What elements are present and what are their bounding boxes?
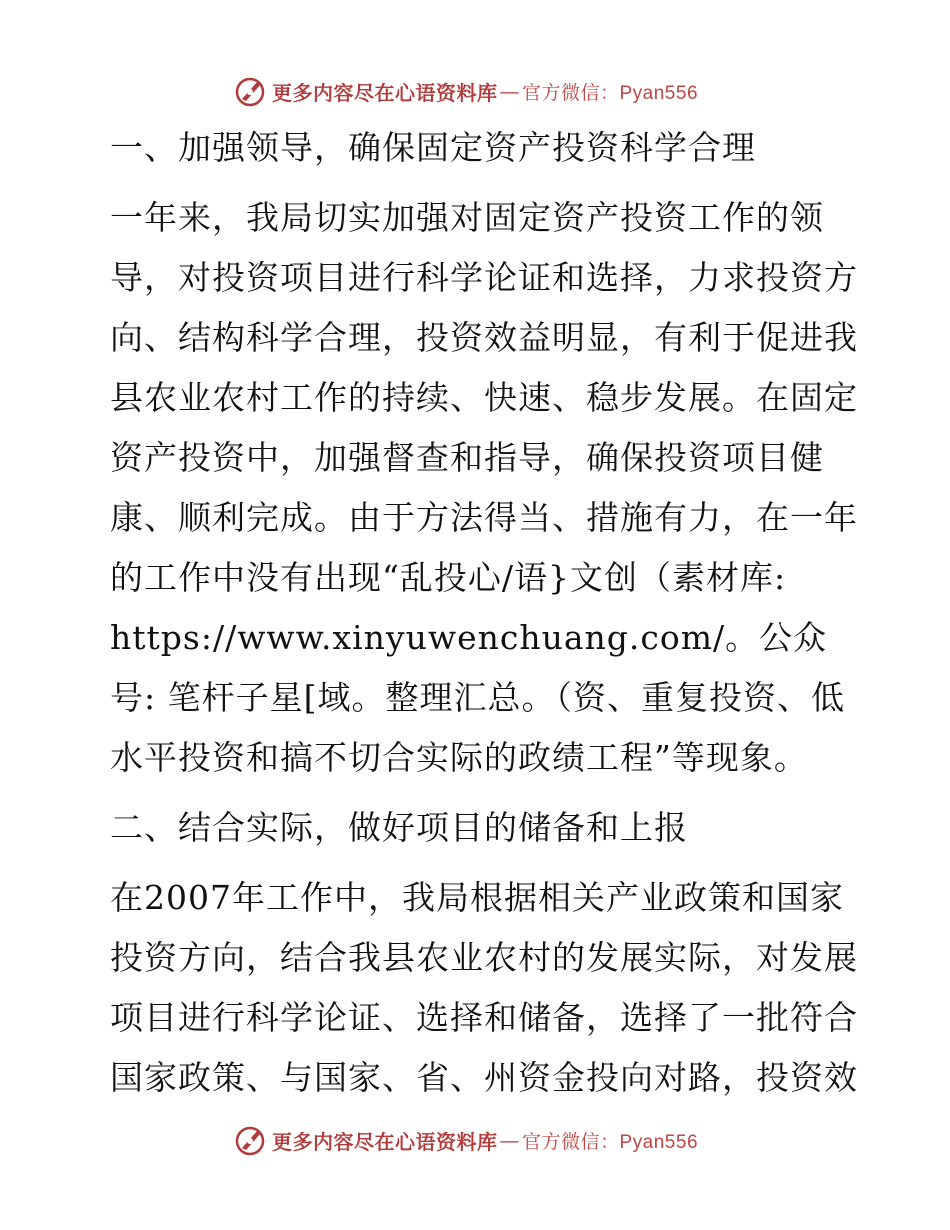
watermark-dash: — xyxy=(499,1128,520,1152)
watermark-contact: 官方微信：Pyan556 xyxy=(522,1131,699,1153)
section-heading-2: 二、结合实际，做好项目的储备和上报 xyxy=(110,808,688,847)
watermark-header xyxy=(232,71,698,111)
watermark-dash: — xyxy=(499,79,520,103)
watermark-brand: 更多内容尽在心语资料库 xyxy=(272,1129,498,1154)
section-heading-1: 一、加强领导，确保固定资产投资科学合理 xyxy=(110,128,756,167)
quill-logo-icon xyxy=(232,73,268,109)
section-paragraph-1: 一年来，我局切实加强对固定资产投资工作的领导，对投资项目进行科学论证和选择，力求投资方向、结构科学合理，投资效益明显，有利于促进我县农业农村工作的持续、快速、稳步发展。在固定资产投资中，加强督查和指导，确保投资项目健康、顺利完成。由于方法得当、措施有力，在一年的工作中没有出现“乱投心/语}文创（素材库: https://www.xinyuwenchuang.com/。公众号: 笔杆子星[域。整理汇总。（资、重复投资、低水平投资和搞不切合实际的政绩工程”等现象。 xyxy=(110,198,858,777)
document-body xyxy=(98,118,858,1118)
watermark-contact: 官方微信：Pyan556 xyxy=(522,82,699,104)
watermark-brand: 更多内容尽在心语资料库 xyxy=(272,80,498,105)
quill-logo-icon xyxy=(232,1122,268,1158)
section-paragraph-2: 在2007年工作中，我局根据相关产业政策和国家投资方向，结合我县农业农村的发展实际，对发展项目进行科学论证、选择和储备，选择了一批符合国家政策、与国家、省、州资金投向对路，投资效 xyxy=(110,878,858,1097)
watermark-footer xyxy=(232,1120,698,1160)
